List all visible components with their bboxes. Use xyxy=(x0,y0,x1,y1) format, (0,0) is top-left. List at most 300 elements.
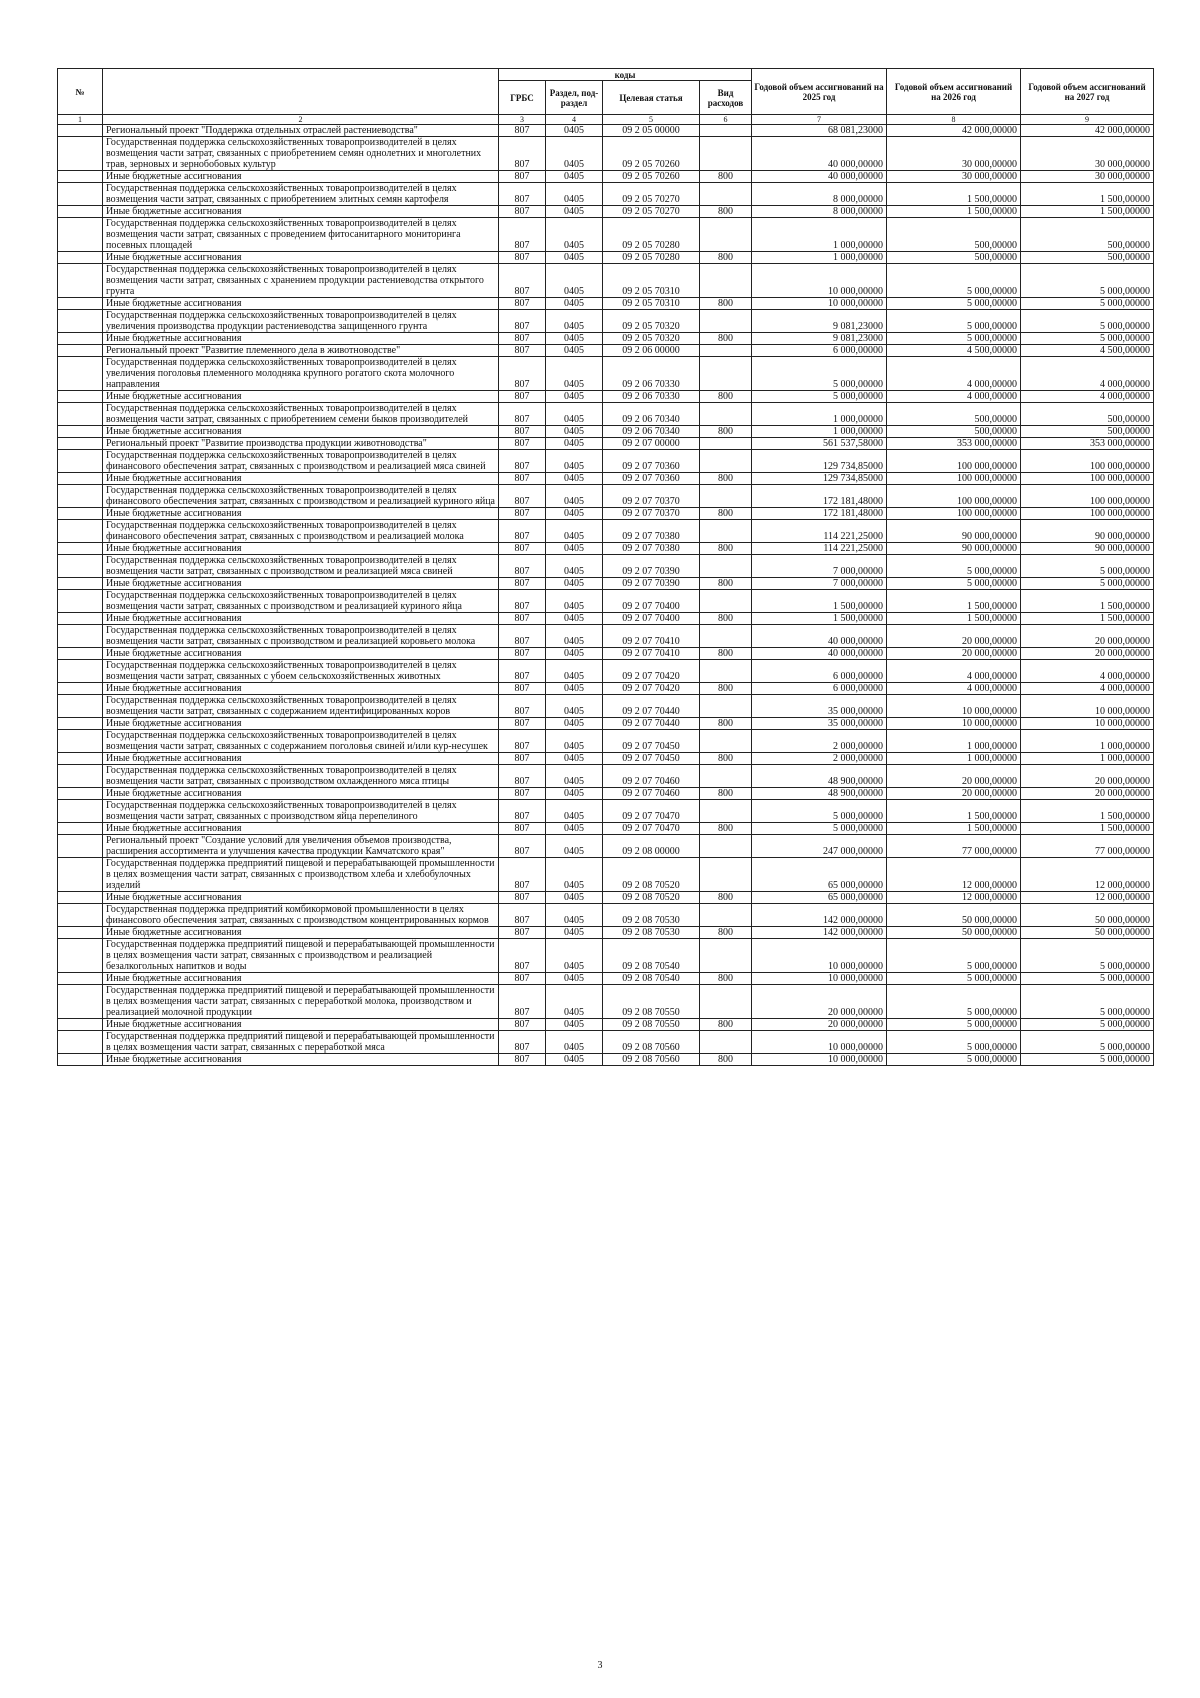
target-article-cell: 09 2 07 70370 xyxy=(603,508,700,520)
expense-type-cell xyxy=(700,218,752,252)
table-row xyxy=(58,648,1154,660)
table-row xyxy=(58,345,1154,357)
header-2025: Годовой объем ассигнований на 2025 год xyxy=(752,69,887,115)
row-name-cell: Государственная поддержка сельскохозяйственных товаропроизводителей в целях финансового обеспечения затрат, связанных с производством и реализацией куриного яйца xyxy=(103,485,499,508)
amount-2026-cell: 4 500,00000 xyxy=(887,345,1021,357)
section-cell: 0405 xyxy=(546,555,603,578)
row-number-cell xyxy=(58,800,103,823)
amount-2027-cell: 5 000,00000 xyxy=(1021,555,1154,578)
amount-2026-cell: 1 000,00000 xyxy=(887,753,1021,765)
expense-type-cell xyxy=(700,555,752,578)
amount-2027-cell: 12 000,00000 xyxy=(1021,858,1154,892)
row-number-cell xyxy=(58,648,103,660)
amount-2025-cell: 9 081,23000 xyxy=(752,310,887,333)
section-cell: 0405 xyxy=(546,450,603,473)
target-article-cell: 09 2 07 70410 xyxy=(603,648,700,660)
row-name-cell: Государственная поддержка предприятий комбикормовой промышленности в целях финансового обеспечения затрат, связанных с производством концентрированных кормов xyxy=(103,904,499,927)
amount-2027-cell: 50 000,00000 xyxy=(1021,927,1154,939)
target-article-cell: 09 2 05 70260 xyxy=(603,171,700,183)
amount-2027-cell: 30 000,00000 xyxy=(1021,137,1154,171)
table-row xyxy=(58,1019,1154,1031)
row-name-cell: Иные бюджетные ассигнования xyxy=(103,333,499,345)
grbs-cell: 807 xyxy=(499,485,546,508)
amount-2025-cell: 8 000,00000 xyxy=(752,183,887,206)
amount-2026-cell: 5 000,00000 xyxy=(887,1031,1021,1054)
amount-2026-cell: 4 000,00000 xyxy=(887,683,1021,695)
column-number: 6 xyxy=(700,115,752,125)
amount-2027-cell: 77 000,00000 xyxy=(1021,835,1154,858)
amount-2027-cell: 20 000,00000 xyxy=(1021,788,1154,800)
table-row xyxy=(58,625,1154,648)
table-row xyxy=(58,788,1154,800)
row-number-cell xyxy=(58,695,103,718)
section-cell: 0405 xyxy=(546,753,603,765)
grbs-cell: 807 xyxy=(499,613,546,625)
grbs-cell: 807 xyxy=(499,555,546,578)
target-article-cell: 09 2 08 70560 xyxy=(603,1031,700,1054)
grbs-cell: 807 xyxy=(499,125,546,137)
row-name-cell: Государственная поддержка сельскохозяйственных товаропроизводителей в целях возмещения части затрат, связанных с производством и реализацией коровьего молока xyxy=(103,625,499,648)
amount-2027-cell: 10 000,00000 xyxy=(1021,695,1154,718)
row-number-cell xyxy=(58,892,103,904)
row-name-cell: Иные бюджетные ассигнования xyxy=(103,206,499,218)
amount-2026-cell: 5 000,00000 xyxy=(887,310,1021,333)
amount-2025-cell: 247 000,00000 xyxy=(752,835,887,858)
column-number: 7 xyxy=(752,115,887,125)
grbs-cell: 807 xyxy=(499,753,546,765)
column-number: 4 xyxy=(546,115,603,125)
grbs-cell: 807 xyxy=(499,695,546,718)
section-cell: 0405 xyxy=(546,357,603,391)
grbs-cell: 807 xyxy=(499,1054,546,1066)
section-cell: 0405 xyxy=(546,578,603,590)
grbs-cell: 807 xyxy=(499,927,546,939)
row-number-cell xyxy=(58,613,103,625)
amount-2025-cell: 65 000,00000 xyxy=(752,858,887,892)
section-cell: 0405 xyxy=(546,508,603,520)
row-name-cell: Иные бюджетные ассигнования xyxy=(103,613,499,625)
amount-2027-cell: 4 000,00000 xyxy=(1021,357,1154,391)
table-row xyxy=(58,590,1154,613)
section-cell: 0405 xyxy=(546,858,603,892)
section-cell: 0405 xyxy=(546,695,603,718)
target-article-cell: 09 2 05 70280 xyxy=(603,252,700,264)
row-number-cell xyxy=(58,333,103,345)
target-article-cell: 09 2 07 70460 xyxy=(603,765,700,788)
column-number: 9 xyxy=(1021,115,1154,125)
row-name-cell: Государственная поддержка сельскохозяйственных товаропроизводителей в целях возмещения части затрат, связанных с приобретением семян однолетних и многолетних трав, зерновых и зернобобовых культур xyxy=(103,137,499,171)
expense-type-cell xyxy=(700,1031,752,1054)
expense-type-cell xyxy=(700,183,752,206)
row-number-cell xyxy=(58,1019,103,1031)
row-number-cell xyxy=(58,788,103,800)
amount-2027-cell: 4 500,00000 xyxy=(1021,345,1154,357)
table-row xyxy=(58,892,1154,904)
header-2026: Годовой объем ассигнований на 2026 год xyxy=(887,69,1021,115)
row-number-cell xyxy=(58,683,103,695)
target-article-cell: 09 2 06 70340 xyxy=(603,403,700,426)
grbs-cell: 807 xyxy=(499,939,546,973)
section-cell: 0405 xyxy=(546,298,603,310)
table-row xyxy=(58,765,1154,788)
table-row xyxy=(58,858,1154,892)
row-name-cell: Государственная поддержка сельскохозяйственных товаропроизводителей в целях финансового обеспечения затрат, связанных с производством и реализацией мяса свиней xyxy=(103,450,499,473)
row-number-cell xyxy=(58,718,103,730)
target-article-cell: 09 2 05 70260 xyxy=(603,137,700,171)
section-cell: 0405 xyxy=(546,206,603,218)
row-name-cell: Региональный проект "Поддержка отдельных отраслей растениеводства" xyxy=(103,125,499,137)
target-article-cell: 09 2 07 70390 xyxy=(603,555,700,578)
target-article-cell: 09 2 07 70420 xyxy=(603,660,700,683)
section-cell: 0405 xyxy=(546,310,603,333)
target-article-cell: 09 2 08 70540 xyxy=(603,973,700,985)
amount-2026-cell: 5 000,00000 xyxy=(887,264,1021,298)
amount-2027-cell: 90 000,00000 xyxy=(1021,520,1154,543)
target-article-cell: 09 2 07 70400 xyxy=(603,590,700,613)
target-article-cell: 09 2 07 70360 xyxy=(603,450,700,473)
table-row xyxy=(58,939,1154,973)
row-name-cell: Государственная поддержка предприятий пищевой и перерабатывающей промышленности в целях возмещения части затрат, связанных с производством и реализацией безалкогольных напитков и воды xyxy=(103,939,499,973)
row-number-cell xyxy=(58,125,103,137)
target-article-cell: 09 2 07 70390 xyxy=(603,578,700,590)
table-row xyxy=(58,823,1154,835)
row-name-cell: Иные бюджетные ассигнования xyxy=(103,391,499,403)
row-number-cell xyxy=(58,765,103,788)
expense-type-cell: 800 xyxy=(700,333,752,345)
amount-2025-cell: 40 000,00000 xyxy=(752,137,887,171)
row-number-cell xyxy=(58,508,103,520)
target-article-cell: 09 2 08 70530 xyxy=(603,927,700,939)
expense-type-cell xyxy=(700,695,752,718)
row-number-cell xyxy=(58,218,103,252)
amount-2026-cell: 30 000,00000 xyxy=(887,137,1021,171)
row-name-cell: Государственная поддержка предприятий пищевой и перерабатывающей промышленности в целях возмещения части затрат, связанных с производством хлеба и хлебобулочных изделий xyxy=(103,858,499,892)
amount-2026-cell: 5 000,00000 xyxy=(887,555,1021,578)
row-number-cell xyxy=(58,1031,103,1054)
target-article-cell: 09 2 07 70440 xyxy=(603,718,700,730)
row-number-cell xyxy=(58,310,103,333)
amount-2025-cell: 48 900,00000 xyxy=(752,765,887,788)
amount-2026-cell: 5 000,00000 xyxy=(887,333,1021,345)
row-number-cell xyxy=(58,298,103,310)
grbs-cell: 807 xyxy=(499,788,546,800)
target-article-cell: 09 2 08 70560 xyxy=(603,1054,700,1066)
row-number-cell xyxy=(58,1054,103,1066)
row-name-cell: Государственная поддержка сельскохозяйственных товаропроизводителей в целях возмещения части затрат, связанных с содержанием идентифицированных коров xyxy=(103,695,499,718)
amount-2026-cell: 50 000,00000 xyxy=(887,904,1021,927)
row-number-cell xyxy=(58,835,103,858)
grbs-cell: 807 xyxy=(499,264,546,298)
target-article-cell: 09 2 05 70270 xyxy=(603,183,700,206)
amount-2025-cell: 40 000,00000 xyxy=(752,171,887,183)
grbs-cell: 807 xyxy=(499,730,546,753)
row-number-cell xyxy=(58,555,103,578)
row-number-cell xyxy=(58,206,103,218)
section-cell: 0405 xyxy=(546,939,603,973)
amount-2025-cell: 48 900,00000 xyxy=(752,788,887,800)
expense-type-cell xyxy=(700,264,752,298)
table-row xyxy=(58,450,1154,473)
section-cell: 0405 xyxy=(546,927,603,939)
amount-2025-cell: 1 000,00000 xyxy=(752,218,887,252)
expense-type-cell xyxy=(700,835,752,858)
row-name-cell: Государственная поддержка сельскохозяйственных товаропроизводителей в целях увеличения поголовья племенного молодняка крупного рогатого скота молочного направления xyxy=(103,357,499,391)
amount-2026-cell: 1 500,00000 xyxy=(887,590,1021,613)
section-cell: 0405 xyxy=(546,660,603,683)
amount-2025-cell: 9 081,23000 xyxy=(752,333,887,345)
row-number-cell xyxy=(58,391,103,403)
amount-2027-cell: 500,00000 xyxy=(1021,426,1154,438)
expense-type-cell: 800 xyxy=(700,753,752,765)
target-article-cell: 09 2 05 70320 xyxy=(603,310,700,333)
expense-type-cell: 800 xyxy=(700,788,752,800)
amount-2025-cell: 2 000,00000 xyxy=(752,753,887,765)
grbs-cell: 807 xyxy=(499,206,546,218)
expense-type-cell: 800 xyxy=(700,1054,752,1066)
amount-2026-cell: 500,00000 xyxy=(887,218,1021,252)
amount-2025-cell: 1 000,00000 xyxy=(752,426,887,438)
row-number-cell xyxy=(58,753,103,765)
expense-type-cell: 800 xyxy=(700,298,752,310)
grbs-cell: 807 xyxy=(499,625,546,648)
row-number-cell xyxy=(58,426,103,438)
table-row xyxy=(58,426,1154,438)
target-article-cell: 09 2 07 70360 xyxy=(603,473,700,485)
row-name-cell: Иные бюджетные ассигнования xyxy=(103,753,499,765)
table-row xyxy=(58,718,1154,730)
expense-type-cell xyxy=(700,345,752,357)
amount-2025-cell: 10 000,00000 xyxy=(752,264,887,298)
row-name-cell: Иные бюджетные ассигнования xyxy=(103,683,499,695)
header-target-article: Целевая статья xyxy=(603,81,700,115)
row-name-cell: Региональный проект "Создание условий для увеличения объемов производства, расширения ассортимента и улучшения качества продукции Камчатского края" xyxy=(103,835,499,858)
amount-2026-cell: 4 000,00000 xyxy=(887,660,1021,683)
section-cell: 0405 xyxy=(546,1019,603,1031)
expense-type-cell: 800 xyxy=(700,252,752,264)
row-name-cell: Государственная поддержка сельскохозяйственных товаропроизводителей в целях возмещения части затрат, связанных с хранением продукции растениеводства открытого грунта xyxy=(103,264,499,298)
grbs-cell: 807 xyxy=(499,892,546,904)
section-cell: 0405 xyxy=(546,1054,603,1066)
expense-type-cell xyxy=(700,625,752,648)
expense-type-cell: 800 xyxy=(700,648,752,660)
amount-2025-cell: 2 000,00000 xyxy=(752,730,887,753)
target-article-cell: 09 2 08 70550 xyxy=(603,985,700,1019)
expense-type-cell xyxy=(700,137,752,171)
table-row xyxy=(58,660,1154,683)
expense-type-cell xyxy=(700,125,752,137)
expense-type-cell: 800 xyxy=(700,892,752,904)
grbs-cell: 807 xyxy=(499,648,546,660)
target-article-cell: 09 2 07 70370 xyxy=(603,485,700,508)
grbs-cell: 807 xyxy=(499,904,546,927)
row-number-cell xyxy=(58,543,103,555)
row-name-cell: Иные бюджетные ассигнования xyxy=(103,718,499,730)
section-cell: 0405 xyxy=(546,264,603,298)
amount-2027-cell: 1 500,00000 xyxy=(1021,183,1154,206)
target-article-cell: 09 2 07 70400 xyxy=(603,613,700,625)
section-cell: 0405 xyxy=(546,391,603,403)
amount-2026-cell: 12 000,00000 xyxy=(887,858,1021,892)
amount-2027-cell: 4 000,00000 xyxy=(1021,391,1154,403)
expense-type-cell xyxy=(700,403,752,426)
section-cell: 0405 xyxy=(546,1031,603,1054)
expense-type-cell: 800 xyxy=(700,1019,752,1031)
amount-2026-cell: 100 000,00000 xyxy=(887,450,1021,473)
expense-type-cell xyxy=(700,939,752,973)
grbs-cell: 807 xyxy=(499,473,546,485)
grbs-cell: 807 xyxy=(499,858,546,892)
amount-2025-cell: 65 000,00000 xyxy=(752,892,887,904)
row-name-cell: Иные бюджетные ассигнования xyxy=(103,298,499,310)
row-name-cell: Иные бюджетные ассигнования xyxy=(103,648,499,660)
amount-2025-cell: 114 221,25000 xyxy=(752,520,887,543)
target-article-cell: 09 2 06 70330 xyxy=(603,391,700,403)
section-cell: 0405 xyxy=(546,892,603,904)
section-cell: 0405 xyxy=(546,426,603,438)
amount-2027-cell: 42 000,00000 xyxy=(1021,125,1154,137)
amount-2027-cell: 1 000,00000 xyxy=(1021,753,1154,765)
row-number-cell xyxy=(58,485,103,508)
amount-2026-cell: 500,00000 xyxy=(887,426,1021,438)
grbs-cell: 807 xyxy=(499,985,546,1019)
row-number-cell xyxy=(58,590,103,613)
grbs-cell: 807 xyxy=(499,357,546,391)
expense-type-cell xyxy=(700,438,752,450)
amount-2027-cell: 12 000,00000 xyxy=(1021,892,1154,904)
row-name-cell: Государственная поддержка сельскохозяйственных товаропроизводителей в целях увеличения производства продукции растениеводства защищенного грунта xyxy=(103,310,499,333)
row-number-cell xyxy=(58,904,103,927)
amount-2026-cell: 30 000,00000 xyxy=(887,171,1021,183)
target-article-cell: 09 2 08 70520 xyxy=(603,892,700,904)
amount-2027-cell: 5 000,00000 xyxy=(1021,973,1154,985)
header-2027: Годовой объем ассигнований на 2027 год xyxy=(1021,69,1154,115)
row-name-cell: Государственная поддержка сельскохозяйственных товаропроизводителей в целях возмещения части затрат, связанных с производством и реализацией мяса свиней xyxy=(103,555,499,578)
amount-2027-cell: 5 000,00000 xyxy=(1021,578,1154,590)
amount-2026-cell: 12 000,00000 xyxy=(887,892,1021,904)
row-number-cell xyxy=(58,985,103,1019)
amount-2027-cell: 20 000,00000 xyxy=(1021,765,1154,788)
target-article-cell: 09 2 07 70410 xyxy=(603,625,700,648)
expense-type-cell: 800 xyxy=(700,683,752,695)
target-article-cell: 09 2 07 70420 xyxy=(603,683,700,695)
row-name-cell: Иные бюджетные ассигнования xyxy=(103,927,499,939)
row-number-cell xyxy=(58,625,103,648)
expense-type-cell: 800 xyxy=(700,823,752,835)
table-row xyxy=(58,438,1154,450)
table-row xyxy=(58,800,1154,823)
amount-2027-cell: 1 500,00000 xyxy=(1021,823,1154,835)
section-cell: 0405 xyxy=(546,718,603,730)
amount-2026-cell: 10 000,00000 xyxy=(887,695,1021,718)
amount-2027-cell: 30 000,00000 xyxy=(1021,171,1154,183)
amount-2025-cell: 142 000,00000 xyxy=(752,904,887,927)
amount-2027-cell: 500,00000 xyxy=(1021,403,1154,426)
row-name-cell: Государственная поддержка сельскохозяйственных товаропроизводителей в целях возмещения части затрат, связанных с убоем сельскохозяйственных животных xyxy=(103,660,499,683)
amount-2027-cell: 5 000,00000 xyxy=(1021,333,1154,345)
amount-2025-cell: 561 537,58000 xyxy=(752,438,887,450)
amount-2026-cell: 90 000,00000 xyxy=(887,520,1021,543)
row-number-cell xyxy=(58,345,103,357)
section-cell: 0405 xyxy=(546,438,603,450)
target-article-cell: 09 2 07 70440 xyxy=(603,695,700,718)
row-name-cell: Иные бюджетные ассигнования xyxy=(103,252,499,264)
expense-type-cell: 800 xyxy=(700,426,752,438)
grbs-cell: 807 xyxy=(499,345,546,357)
amount-2025-cell: 10 000,00000 xyxy=(752,973,887,985)
amount-2025-cell: 114 221,25000 xyxy=(752,543,887,555)
table-row xyxy=(58,137,1154,171)
column-number: 3 xyxy=(499,115,546,125)
grbs-cell: 807 xyxy=(499,543,546,555)
section-cell: 0405 xyxy=(546,683,603,695)
amount-2027-cell: 353 000,00000 xyxy=(1021,438,1154,450)
target-article-cell: 09 2 08 70520 xyxy=(603,858,700,892)
row-number-cell xyxy=(58,473,103,485)
table-row xyxy=(58,473,1154,485)
row-number-cell xyxy=(58,578,103,590)
amount-2027-cell: 4 000,00000 xyxy=(1021,683,1154,695)
amount-2026-cell: 20 000,00000 xyxy=(887,765,1021,788)
amount-2027-cell: 5 000,00000 xyxy=(1021,985,1154,1019)
header-grbs: ГРБС xyxy=(499,81,546,115)
row-number-cell xyxy=(58,171,103,183)
expense-type-cell xyxy=(700,450,752,473)
amount-2027-cell: 5 000,00000 xyxy=(1021,1054,1154,1066)
row-name-cell: Государственная поддержка предприятий пищевой и перерабатывающей промышленности в целях возмещения части затрат, связанных с переработкой мяса xyxy=(103,1031,499,1054)
table-row xyxy=(58,543,1154,555)
grbs-cell: 807 xyxy=(499,403,546,426)
amount-2025-cell: 10 000,00000 xyxy=(752,1054,887,1066)
section-cell: 0405 xyxy=(546,252,603,264)
amount-2025-cell: 10 000,00000 xyxy=(752,1031,887,1054)
expense-type-cell: 800 xyxy=(700,508,752,520)
amount-2027-cell: 50 000,00000 xyxy=(1021,904,1154,927)
row-name-cell: Иные бюджетные ассигнования xyxy=(103,473,499,485)
row-name-cell: Иные бюджетные ассигнования xyxy=(103,578,499,590)
section-cell: 0405 xyxy=(546,183,603,206)
amount-2025-cell: 1 500,00000 xyxy=(752,590,887,613)
budget-table xyxy=(57,68,1154,1066)
table-row xyxy=(58,333,1154,345)
amount-2025-cell: 7 000,00000 xyxy=(752,578,887,590)
section-cell: 0405 xyxy=(546,985,603,1019)
grbs-cell: 807 xyxy=(499,391,546,403)
row-number-cell xyxy=(58,660,103,683)
amount-2026-cell: 1 500,00000 xyxy=(887,800,1021,823)
grbs-cell: 807 xyxy=(499,973,546,985)
expense-type-cell xyxy=(700,985,752,1019)
amount-2026-cell: 20 000,00000 xyxy=(887,625,1021,648)
table-row xyxy=(58,485,1154,508)
amount-2025-cell: 1 000,00000 xyxy=(752,252,887,264)
amount-2025-cell: 8 000,00000 xyxy=(752,206,887,218)
table-row xyxy=(58,1054,1154,1066)
amount-2025-cell: 172 181,48000 xyxy=(752,485,887,508)
table-row xyxy=(58,252,1154,264)
row-name-cell: Государственная поддержка сельскохозяйственных товаропроизводителей в целях финансового обеспечения затрат, связанных с производством и реализацией молока xyxy=(103,520,499,543)
grbs-cell: 807 xyxy=(499,1019,546,1031)
table-row xyxy=(58,985,1154,1019)
expense-type-cell xyxy=(700,660,752,683)
table-row xyxy=(58,695,1154,718)
target-article-cell: 09 2 08 70550 xyxy=(603,1019,700,1031)
row-number-cell xyxy=(58,403,103,426)
amount-2026-cell: 10 000,00000 xyxy=(887,718,1021,730)
expense-type-cell xyxy=(700,485,752,508)
target-article-cell: 09 2 06 00000 xyxy=(603,345,700,357)
row-number-cell xyxy=(58,730,103,753)
target-article-cell: 09 2 05 00000 xyxy=(603,125,700,137)
